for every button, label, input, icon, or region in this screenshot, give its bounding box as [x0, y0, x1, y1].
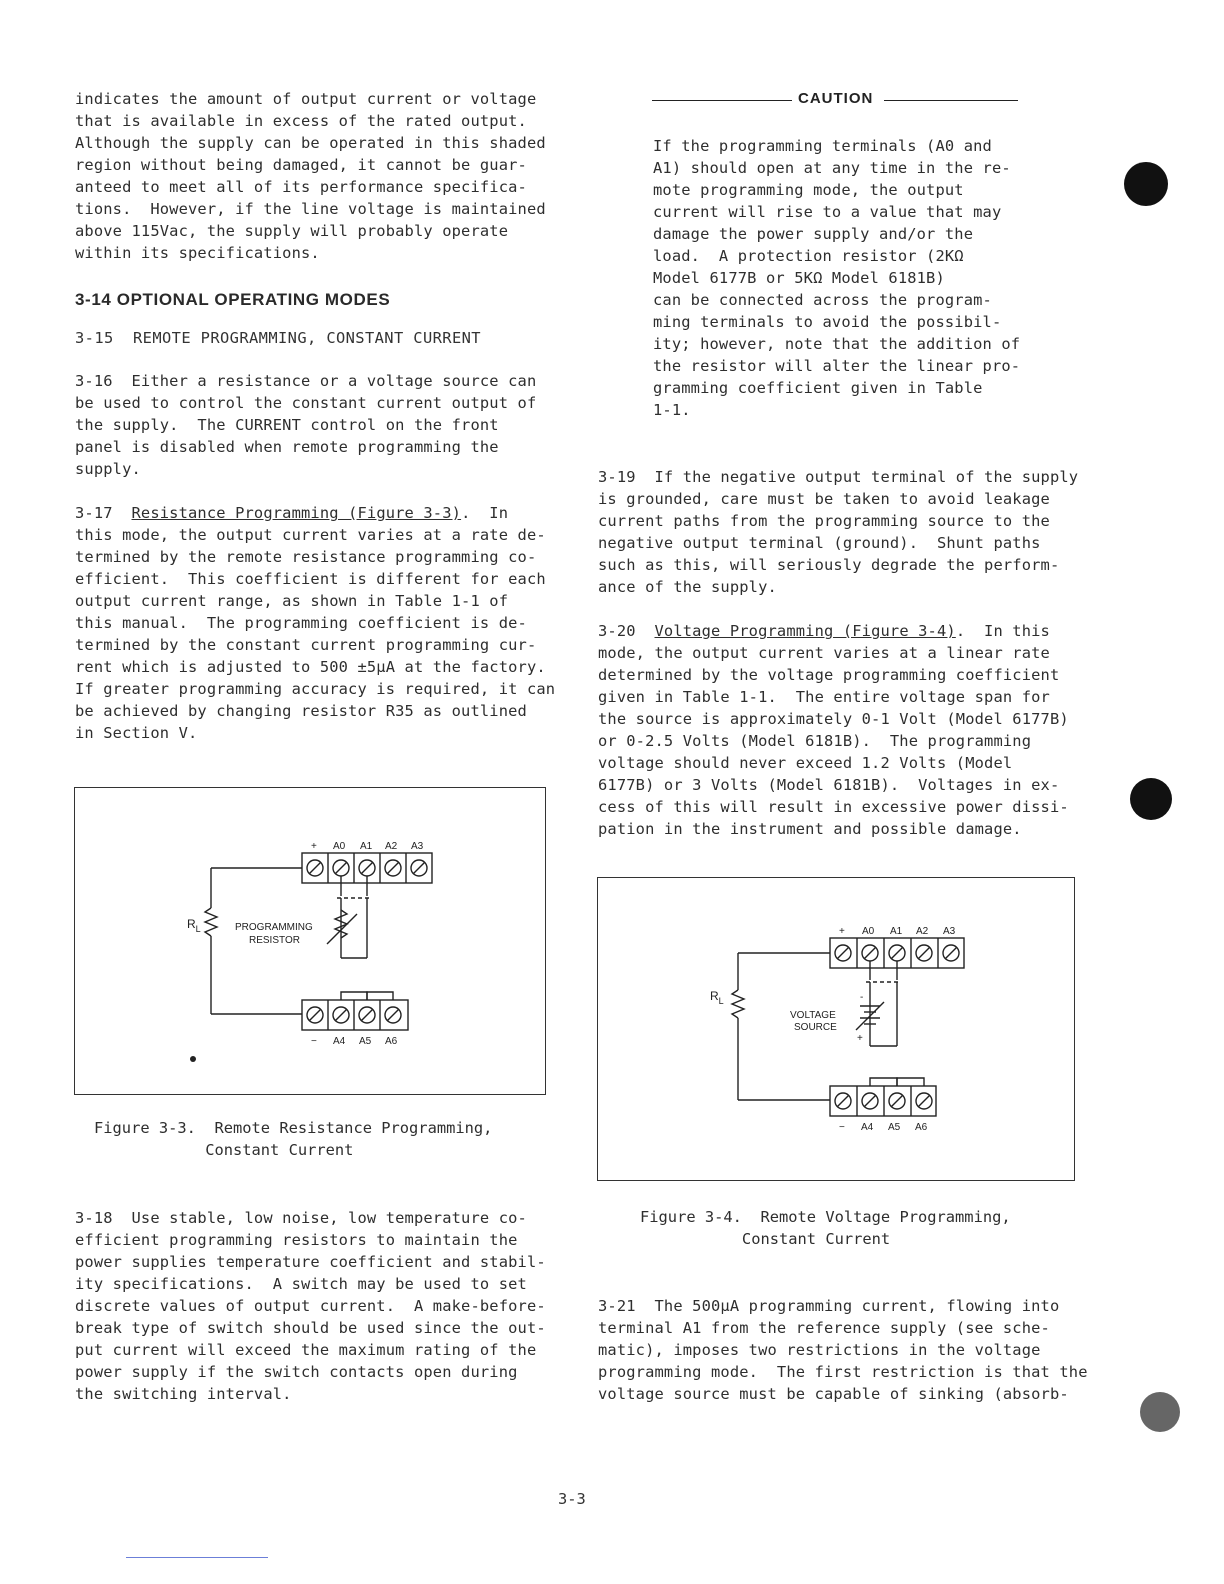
- caution-header: [652, 90, 1018, 110]
- terminal-label: +: [311, 841, 317, 852]
- load-label: $R_L$: [187, 917, 201, 934]
- left-column: [75, 88, 575, 744]
- terminal-label: A6: [385, 1036, 398, 1047]
- caution-rule-left: [652, 100, 792, 101]
- section-heading-3-14: 3-14 OPTIONAL OPERATING MODES: [75, 290, 391, 309]
- paragraph-title: Resistance Programming (Figure 3-3): [131, 504, 462, 522]
- terminal-label: A3: [411, 841, 424, 852]
- caution-box: [653, 135, 1033, 421]
- figure-3-4-diagram: [598, 878, 1076, 1182]
- right-column: [598, 466, 1098, 840]
- binder-hole: [1140, 1392, 1180, 1432]
- load-label: $R_L$: [710, 989, 724, 1006]
- paragraph-text: mode, the output current varies at a linear rate determined by the voltage programming coefficient given in Table 1-1. The entire voltage span for the source is approximately 0-1 Volt (Model 6177B) or 0-2.5 Volts (Model 6181B). The programming voltage should never exceed 1.2 Volts (Model 6177B) or 3 Volts (Model 6181B). Voltages in ex- cess of this will result in excessive power dissi- pation in the instrument and possible damage.: [598, 644, 1069, 838]
- caution-rule-right: [884, 100, 1018, 101]
- terminal-label: A4: [333, 1036, 346, 1047]
- paragraph-title: Voltage Programming (Figure 3-4): [654, 622, 956, 640]
- component-label: RESISTOR: [249, 935, 300, 946]
- paragraph-3-17: [75, 502, 575, 744]
- paragraph-text: this mode, the output current varies at a rate de- termined by the remote resistance programming co- efficient. This coefficient is different for each output current range, as shown in Table 1-1 of this manual. The programming coefficient is de- termined by the constant current programming cur- rent which is adjusted to 500 ±5µA at the factory. If greater programming accuracy is required, it can be achieved by changing resistor R35 as outlined in Section V.: [75, 526, 556, 742]
- binder-hole: [1130, 778, 1172, 820]
- figure-3-3: [74, 787, 546, 1095]
- terminal-label: A2: [385, 841, 398, 852]
- footer-rule: [126, 1557, 268, 1558]
- component-label: PROGRAMMING: [235, 922, 313, 933]
- terminal-label: A1: [360, 841, 373, 852]
- figure-3-3-diagram: [75, 788, 547, 1096]
- component-label: SOURCE: [794, 1022, 837, 1033]
- section-heading-3-15: 3-15 REMOTE PROGRAMMING, CONSTANT CURRENT: [75, 329, 481, 347]
- caution-title: CAUTION: [798, 90, 874, 107]
- terminal-label: A4: [861, 1122, 874, 1133]
- paragraph-3-19: 3-19 If the negative output terminal of the supply is grounded, care must be taken to avoid leakage current paths from the programming source to the negative output terminal (ground). Shunt paths such as this, will seriously degrade the perform- ance of the supply.: [598, 468, 1079, 596]
- source-polarity-plus: +: [857, 1033, 863, 1044]
- paragraph-3-21: 3-21 The 500µA programming current, flowing into terminal A1 from the reference supply (see sche- matic), imposes two restrictions in the voltage programming mode. The first restriction is that the voltage source must be capable of sinking (absorb-: [598, 1297, 1088, 1403]
- terminal-label: A5: [888, 1122, 901, 1133]
- source-polarity-minus: -: [860, 992, 864, 1003]
- paragraph-text: . In this: [955, 622, 1050, 640]
- page-number: 3-3: [558, 1490, 586, 1508]
- figure-3-3-caption: Figure 3-3. Remote Resistance Programming, Constant Current: [94, 1119, 493, 1159]
- terminal-label: A1: [890, 926, 903, 937]
- terminal-label: A0: [333, 841, 346, 852]
- figure-3-4-caption: Figure 3-4. Remote Voltage Programming, Constant Current: [640, 1208, 1011, 1248]
- terminal-label: A6: [915, 1122, 928, 1133]
- paragraph-3-20: [598, 620, 1098, 840]
- paragraph-3-16: 3-16 Either a resistance or a voltage source can be used to control the constant current output of the supply. The CURRENT control on the front panel is disabled when remote programming the supply.: [75, 372, 537, 478]
- paragraph-intro: indicates the amount of output current or voltage that is available in excess of the rated output. Although the supply can be operated in this shaded region without being damaged, it cannot be guar- anteed to meet all of its performance specifica- tions. However, if the line voltage is maintained above 115Vac, the supply will probably operate within its specifications.: [75, 90, 546, 262]
- dot-mark: [190, 1056, 196, 1062]
- terminal-label: −: [311, 1036, 317, 1047]
- terminal-label: A3: [943, 926, 956, 937]
- terminal-label: A2: [916, 926, 929, 937]
- terminal-label: A0: [862, 926, 875, 937]
- terminal-label: +: [839, 926, 845, 937]
- paragraph-number: 3-17: [75, 504, 132, 522]
- binder-hole: [1124, 162, 1168, 206]
- paragraph-number: 3-20: [598, 622, 655, 640]
- component-label: VOLTAGE: [790, 1010, 836, 1021]
- terminal-label: A5: [359, 1036, 372, 1047]
- figure-3-4: [597, 877, 1075, 1181]
- terminal-label: −: [839, 1122, 845, 1133]
- left-column-bottom: [75, 1207, 575, 1405]
- right-column-bottom: [598, 1295, 1098, 1405]
- paragraph-text: . In: [461, 504, 509, 522]
- paragraph-3-18: 3-18 Use stable, low noise, low temperature co- efficient programming resistors to maintain the power supplies temperature coefficient and stabil- ity specifications. A switch may be used to set discrete values of output current. A make-before- break type of switch should be used since the out- put current will exceed the maximum rating of the power supply if the switch contacts open during the switching interval.: [75, 1209, 546, 1403]
- caution-text: If the programming terminals (A0 and A1) should open at any time in the re- mote programming mode, the output current will rise to a value that may damage the power supply and/or the load. A protection resistor (2KΩ Model 6177B or 5KΩ Model 6181B) can be connected across the program- ming terminals to avoid the possibil- ity; however, note that the addition of the resistor will alter the linear pro- gramming coefficient given in Table 1-1.: [653, 137, 1021, 419]
